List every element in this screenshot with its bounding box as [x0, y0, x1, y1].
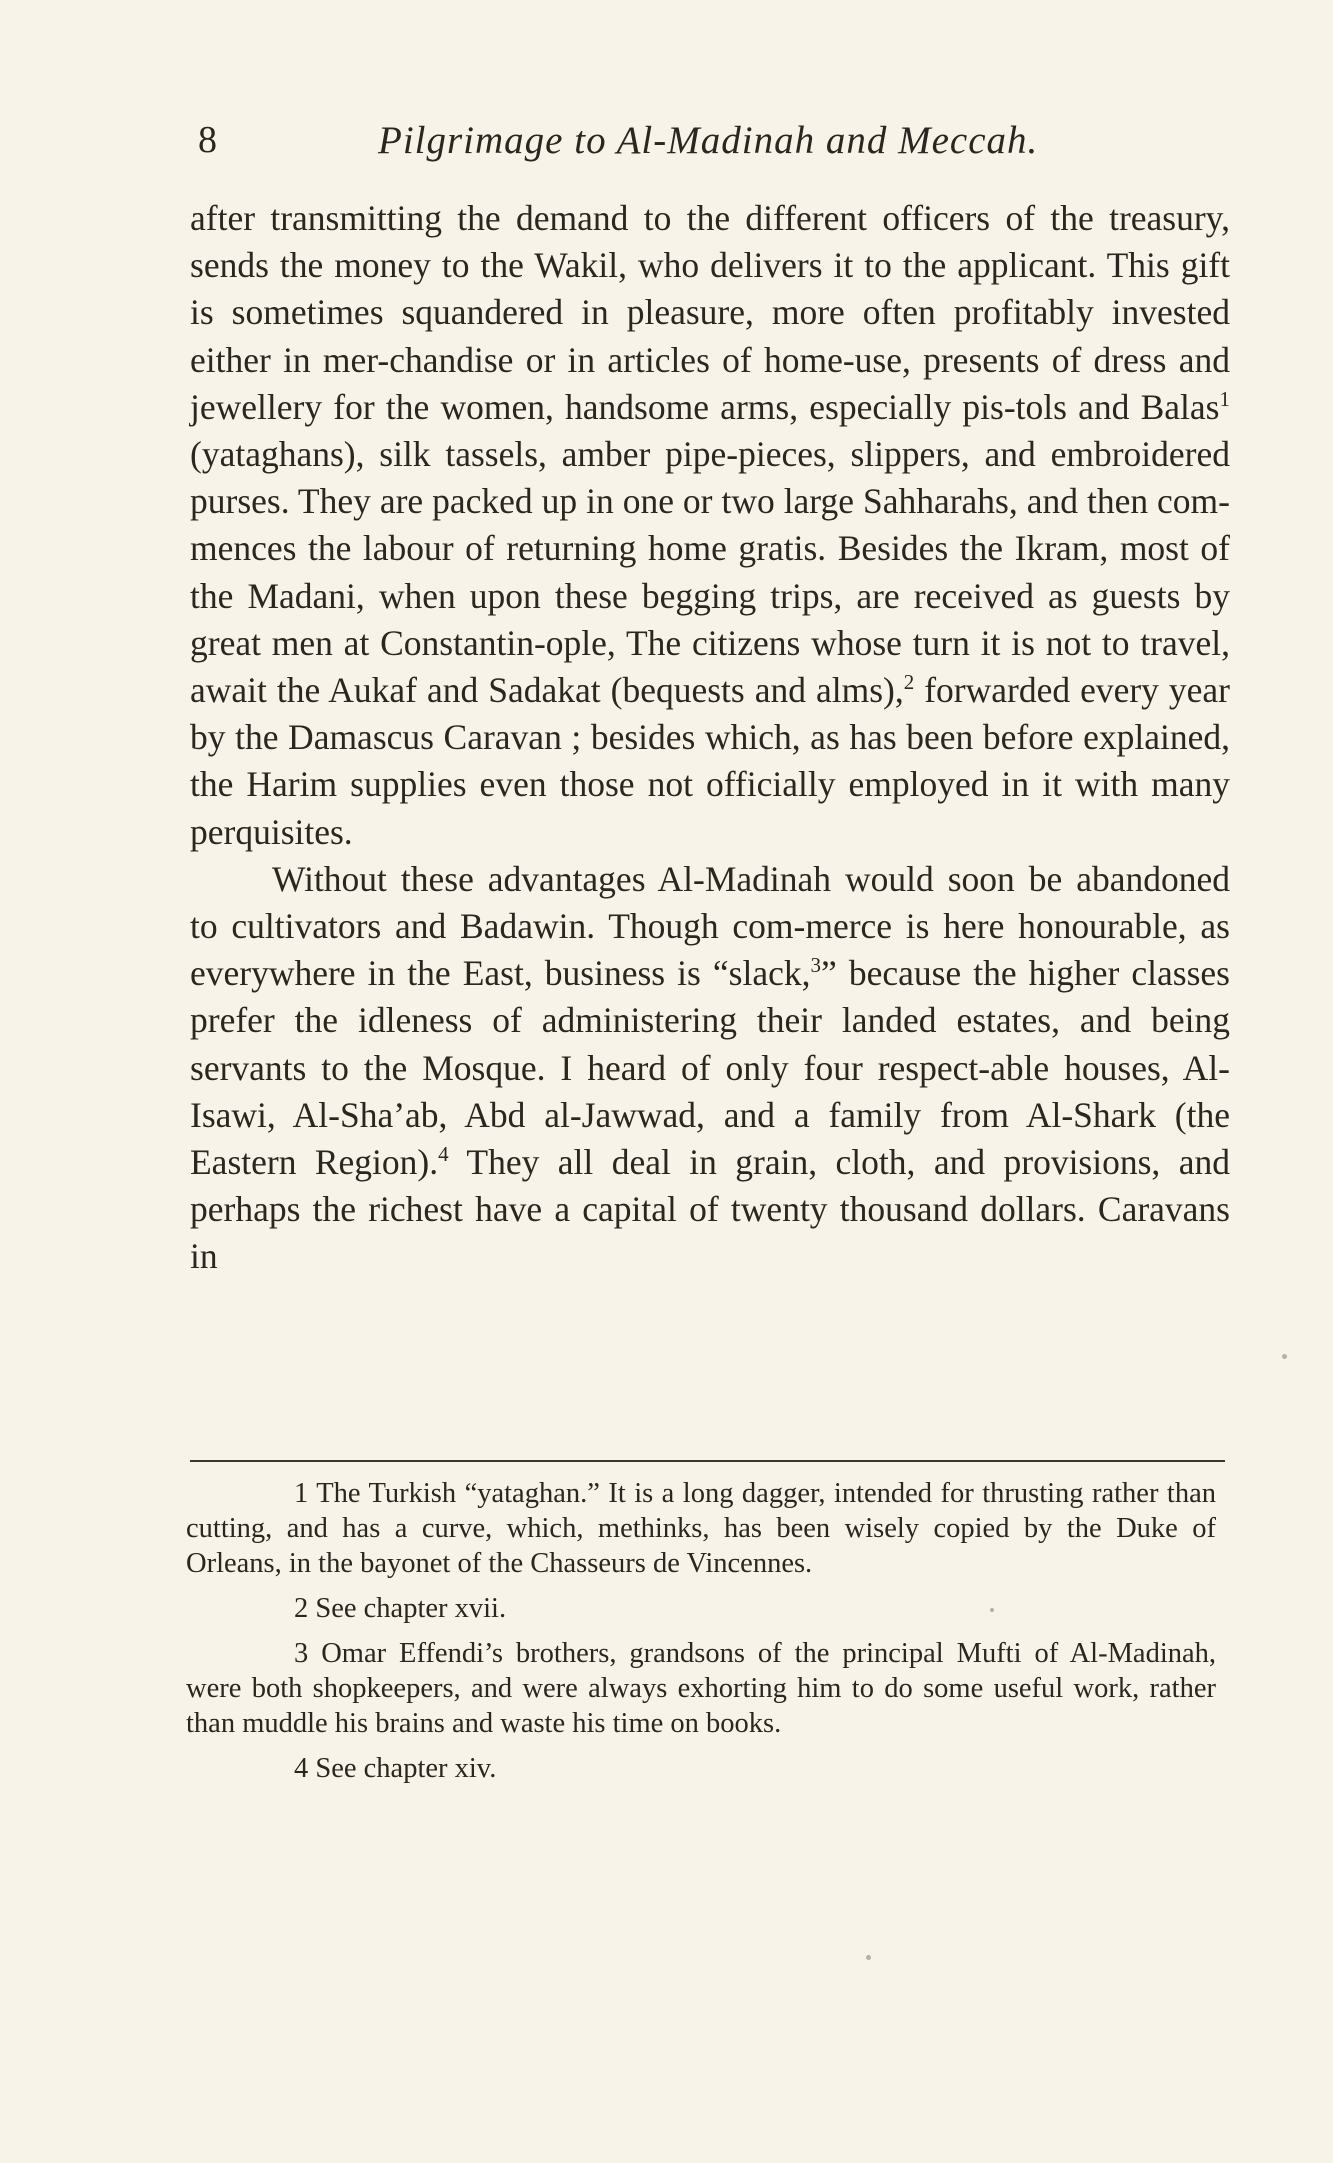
footnotes — [186, 1476, 1216, 1796]
footnote-ref-2: 2 — [903, 670, 915, 695]
paragraph-1 — [190, 195, 1230, 856]
paper-speck — [866, 1955, 871, 1960]
footnote-number: 4 — [294, 1753, 309, 1784]
paragraph-2 — [190, 856, 1230, 1281]
footnote-number: 3 — [294, 1638, 309, 1669]
footnote-1 — [186, 1476, 1216, 1581]
footnote-text: The Turkish “yataghan.” It is a long dagger, intended for thrusting rather than cutting, and has a curve, which, methinks, has been wisely copied by the Duke of Orleans, in the bayonet of the Chasseurs de Vincennes. — [186, 1478, 1216, 1579]
paragraph-1-text-b: (yataghans), silk tassels, amber pipe-pieces, slippers, and embroidered purses. They are packed up in one or two large Sahharahs, and then com-mences the labour of returning home gratis. Besides the Ikram, most of the Madani, when upon these begging trips, are received as guests by great men at Constantin-ople, The citizens whose turn it is not to travel, await the Aukaf and Sadakat (bequests and alms), — [190, 434, 1230, 711]
running-title: Pilgrimage to Al-Madinah and Meccah. — [378, 119, 1039, 162]
footnote-number: 2 — [294, 1593, 309, 1624]
page-number: 8 — [198, 119, 217, 161]
footnote-2 — [186, 1591, 1216, 1626]
paragraph-2-text-c: They all deal in grain, cloth, and provisions, and perhaps the richest have a capital of twenty thousand dollars. Caravans in — [190, 1142, 1230, 1277]
running-head — [190, 118, 1230, 168]
footnote-rule — [190, 1460, 1225, 1462]
footnote-text: Omar Effendi’s brothers, grandsons of the principal Mufti of Al-Madinah, were both shopkeepers, and were always exhorting him to do some useful work, rather than muddle his brains and waste his time on books. — [186, 1638, 1217, 1739]
footnote-ref-1: 1 — [1219, 386, 1230, 411]
paragraph-1-text-c: forwarded every year by the Damascus Caravan ; besides which, as has been before explained, the Harim supplies even those not officially employed in it with many perquisites. — [190, 670, 1230, 852]
footnote-4 — [186, 1751, 1216, 1786]
footnote-3 — [186, 1636, 1216, 1741]
footnote-number: 1 — [294, 1478, 309, 1509]
paragraph-2-text-a: Without these advantages Al-Madinah would soon be abandoned to cultivators and Badawin. Though com-merce is here honourable, as everywhere in the East, business is “slack, — [190, 858, 1230, 994]
footnote-ref-3: 3 — [810, 953, 821, 978]
paper-speck — [1282, 1354, 1287, 1359]
footnote-text: See chapter xiv. — [315, 1753, 497, 1784]
paragraph-1-text-a: after transmitting the demand to the different officers of the treasury, sends the money to the Wakil, who delivers it to the applicant. This gift is sometimes squandered in pleasure, more often profitably invested either in mer-chandise or in articles of home-use, presents of dress and jewellery for the women, handsome arms, especially pis-tols and Balas — [190, 198, 1230, 427]
paper-speck — [990, 1608, 994, 1612]
body-text — [190, 195, 1230, 1281]
footnote-text: See chapter xvii. — [315, 1593, 507, 1624]
footnote-ref-4: 4 — [438, 1142, 449, 1167]
paragraph-2-text-b: ” because the higher classes prefer the idleness of administering their landed estates, and being servants to the Mosque. I heard of only four respect-able houses, Al-Isawi, Al-Sha’ab, Abd al-Jawwad, and a family from Al-Shark (the Eastern Region). — [190, 953, 1230, 1183]
